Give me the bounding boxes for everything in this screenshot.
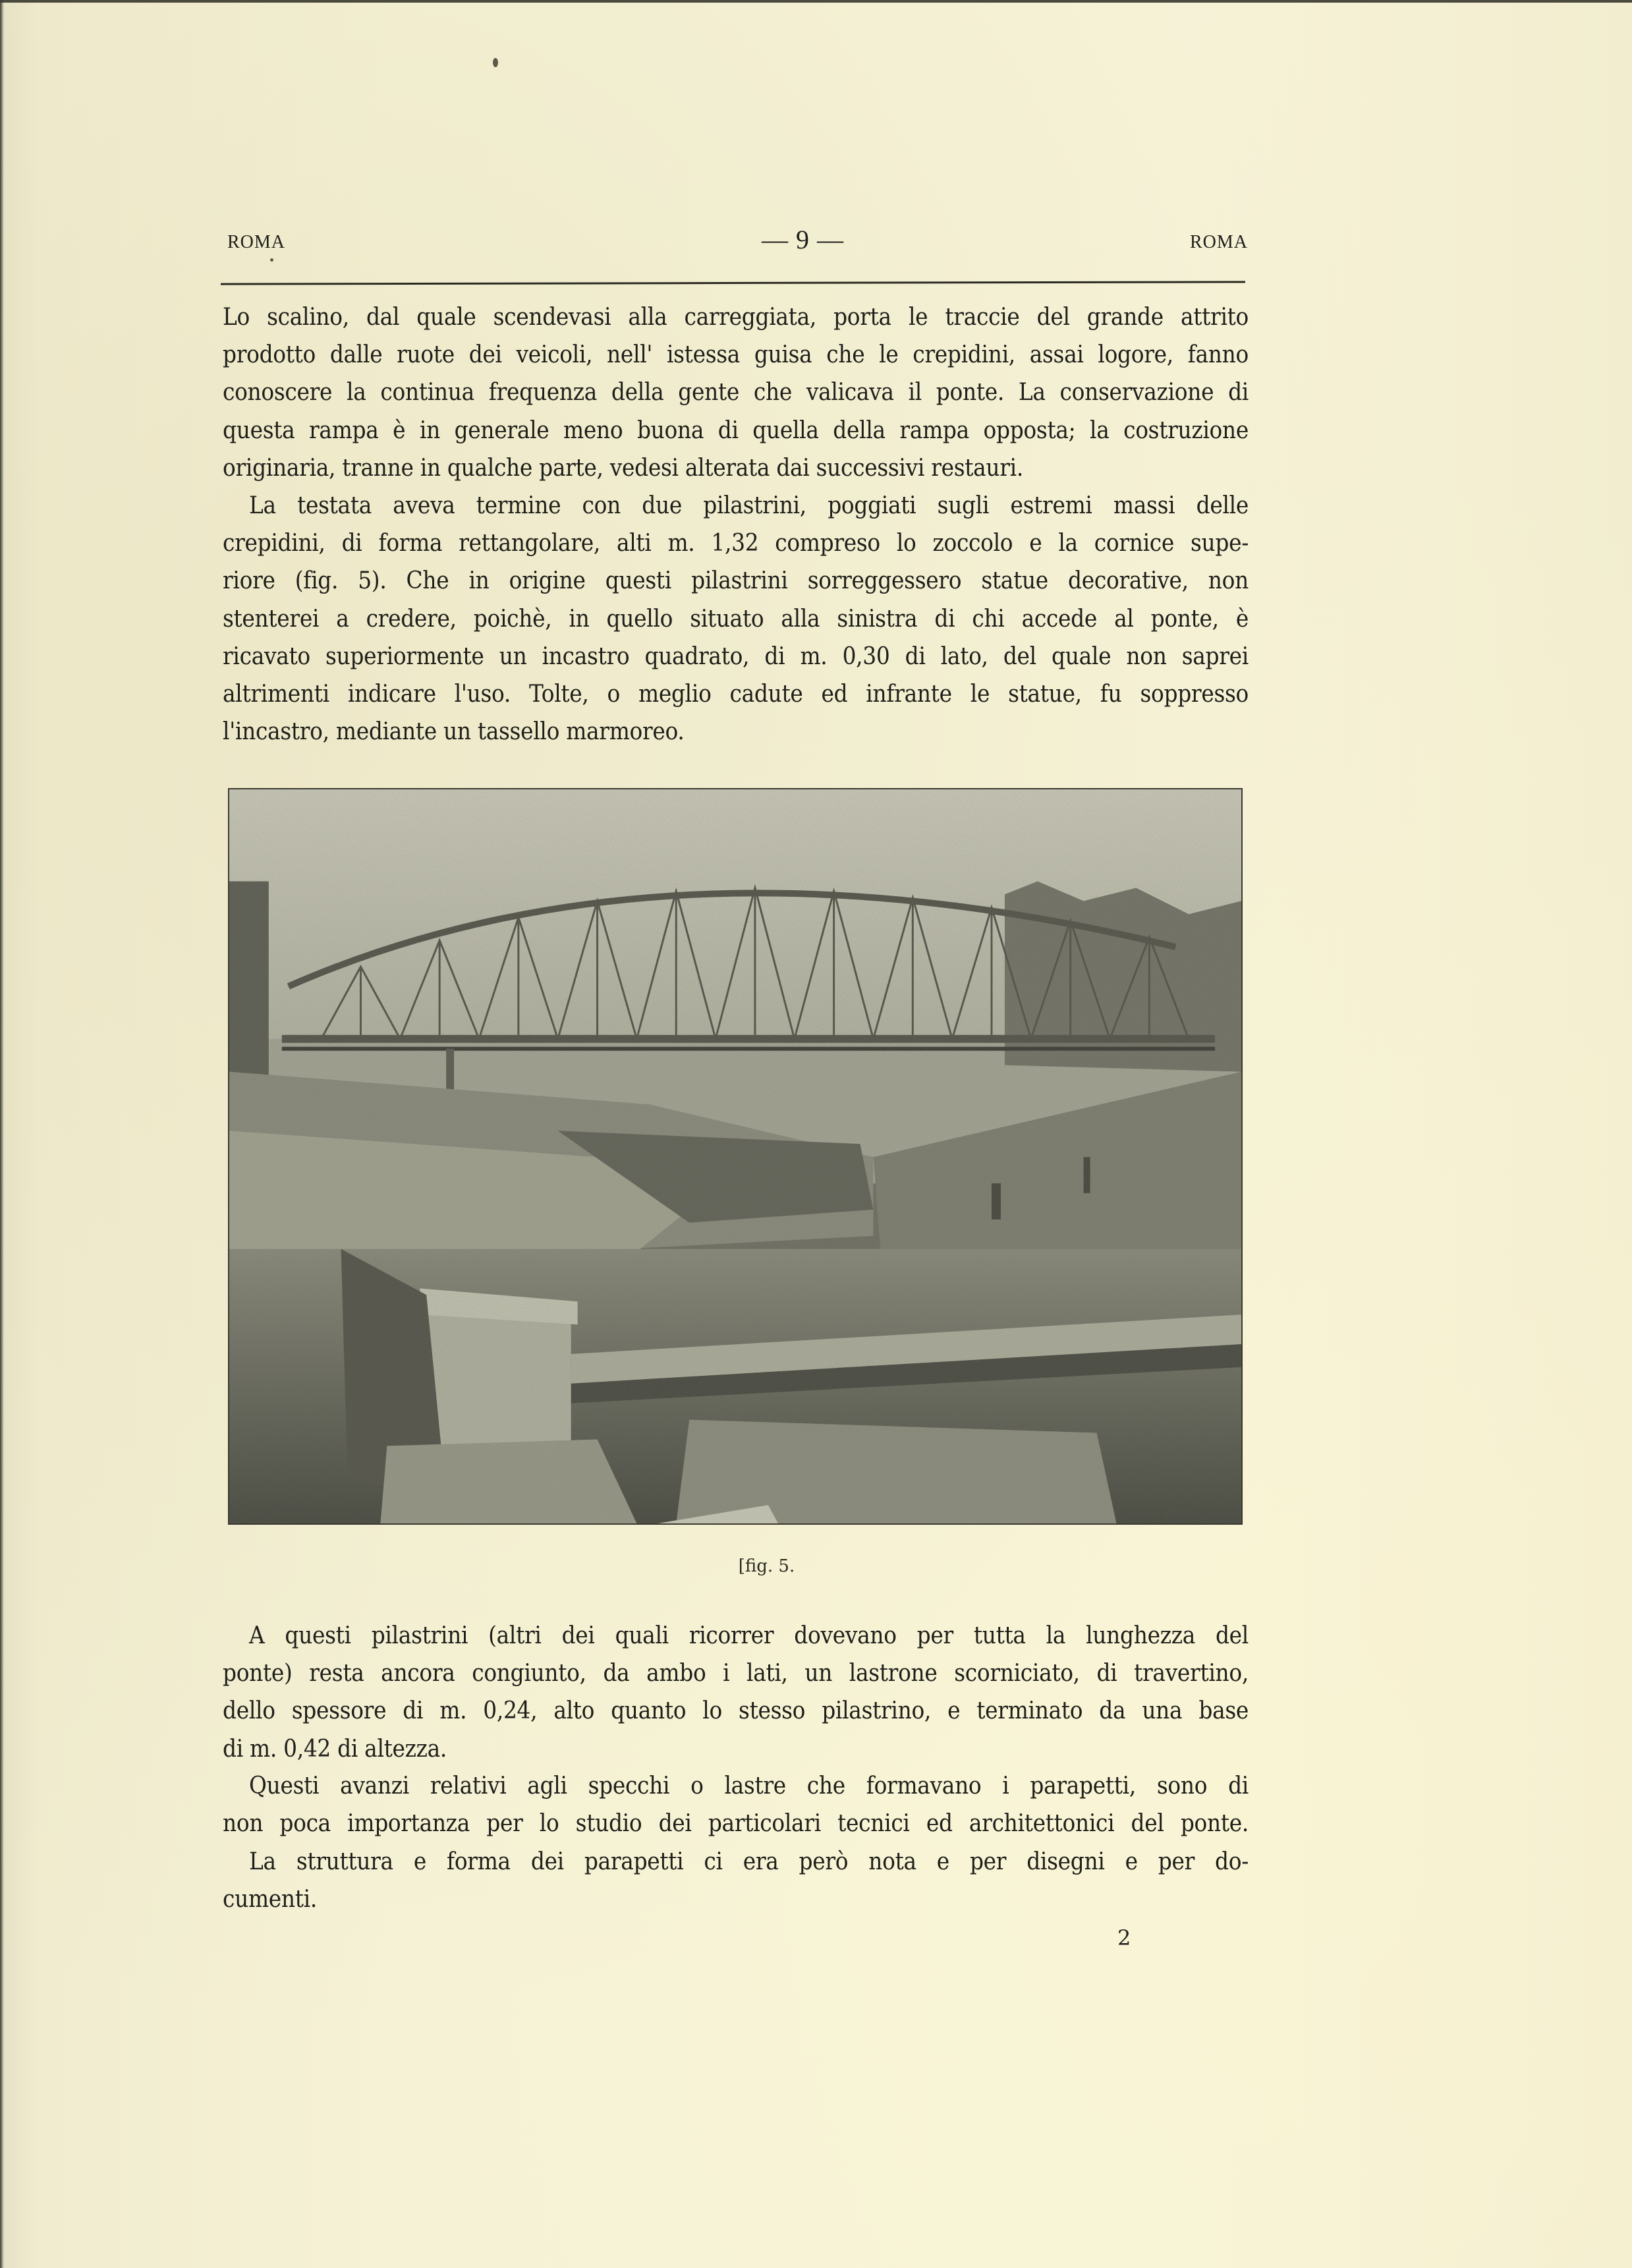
text-line: crepidini, di forma rettangolare, alti m. 1,32 compreso lo zoccolo e la cornice supe- bbox=[223, 528, 1249, 557]
text-line: A questi pilastrini (altri dei quali ricorrer dovevano per tutta la lunghezza del bbox=[249, 1621, 1249, 1649]
text-line: originaria, tranne in qualche parte, vedesi alterata dai successivi restauri. bbox=[223, 453, 1023, 482]
text-line: non poca importanza per lo studio dei particolari tecnici ed architettonici del ponte. bbox=[223, 1809, 1249, 1838]
text-line: ponte) resta ancora congiunto, da ambo i lati, un lastrone scorniciato, di travertino, bbox=[223, 1658, 1249, 1687]
text-line: conoscere la continua frequenza della gente che valicava il ponte. La conservazione di bbox=[223, 378, 1249, 407]
figure-photograph bbox=[228, 788, 1243, 1525]
text-line: La testata aveva termine con due pilastrini, poggiati sugli estremi massi delle bbox=[249, 491, 1249, 519]
text-line: dello spessore di m. 0,24, alto quanto lo stesso pilastrino, e terminato da una base bbox=[223, 1696, 1249, 1725]
bridge-ruins-image bbox=[229, 789, 1241, 1523]
text-line: stenterei a credere, poichè, in quello situato alla sinistra di chi accede al ponte, è bbox=[223, 604, 1249, 633]
text-line: Lo scalino, dal quale scendevasi alla carreggiata, porta le traccie del grande attrito bbox=[223, 302, 1249, 331]
running-head-right: ROMA bbox=[1189, 232, 1248, 252]
text-line: altrimenti indicare l'uso. Tolte, o meglio cadute ed infrante le statue, fu soppresso bbox=[223, 679, 1249, 708]
halftone-grain bbox=[229, 789, 1241, 1523]
page-top-edge bbox=[0, 0, 1632, 3]
text-line: Questi avanzi relativi agli specchi o lastre che formavano i parapetti, sono di bbox=[249, 1771, 1249, 1800]
text-line: questa rampa è in generale meno buona di quella della rampa opposta; la costruzione bbox=[223, 415, 1249, 444]
paper-speck bbox=[270, 258, 273, 262]
running-head-left: ROMA bbox=[227, 232, 286, 252]
text-line: ricavato superiormente un incastro quadrato, di m. 0,30 di lato, del quale non saprei bbox=[223, 641, 1249, 670]
paragraph-4 bbox=[223, 1767, 1249, 1842]
paragraph-5 bbox=[223, 1842, 1249, 1917]
text-line: di m. 0,42 di altezza. bbox=[223, 1734, 447, 1763]
text-line: prodotto dalle ruote dei veicoli, nell' istessa guisa che le crepidini, assai logore, fanno bbox=[223, 340, 1249, 369]
paragraph-3 bbox=[223, 1616, 1249, 1767]
text-line: cumenti. bbox=[223, 1885, 317, 1914]
text-line: riore (fig. 5). Che in origine questi pilastrini sorreggessero statue decorative, non bbox=[223, 566, 1249, 595]
header-rule bbox=[221, 281, 1245, 285]
signature-mark: 2 bbox=[1117, 1925, 1131, 1950]
text-line: l'incastro, mediante un tassello marmoreo. bbox=[223, 717, 685, 746]
paragraph-2 bbox=[223, 486, 1249, 750]
text-line: La struttura e forma dei parapetti ci era però nota e per disegni e per do- bbox=[249, 1847, 1249, 1875]
figure-caption: [fig. 5. bbox=[738, 1556, 795, 1576]
page-number: — 9 — bbox=[762, 225, 844, 254]
paragraph-1 bbox=[223, 298, 1249, 486]
page-left-edge bbox=[0, 0, 4, 2268]
paper-speck bbox=[493, 58, 498, 67]
